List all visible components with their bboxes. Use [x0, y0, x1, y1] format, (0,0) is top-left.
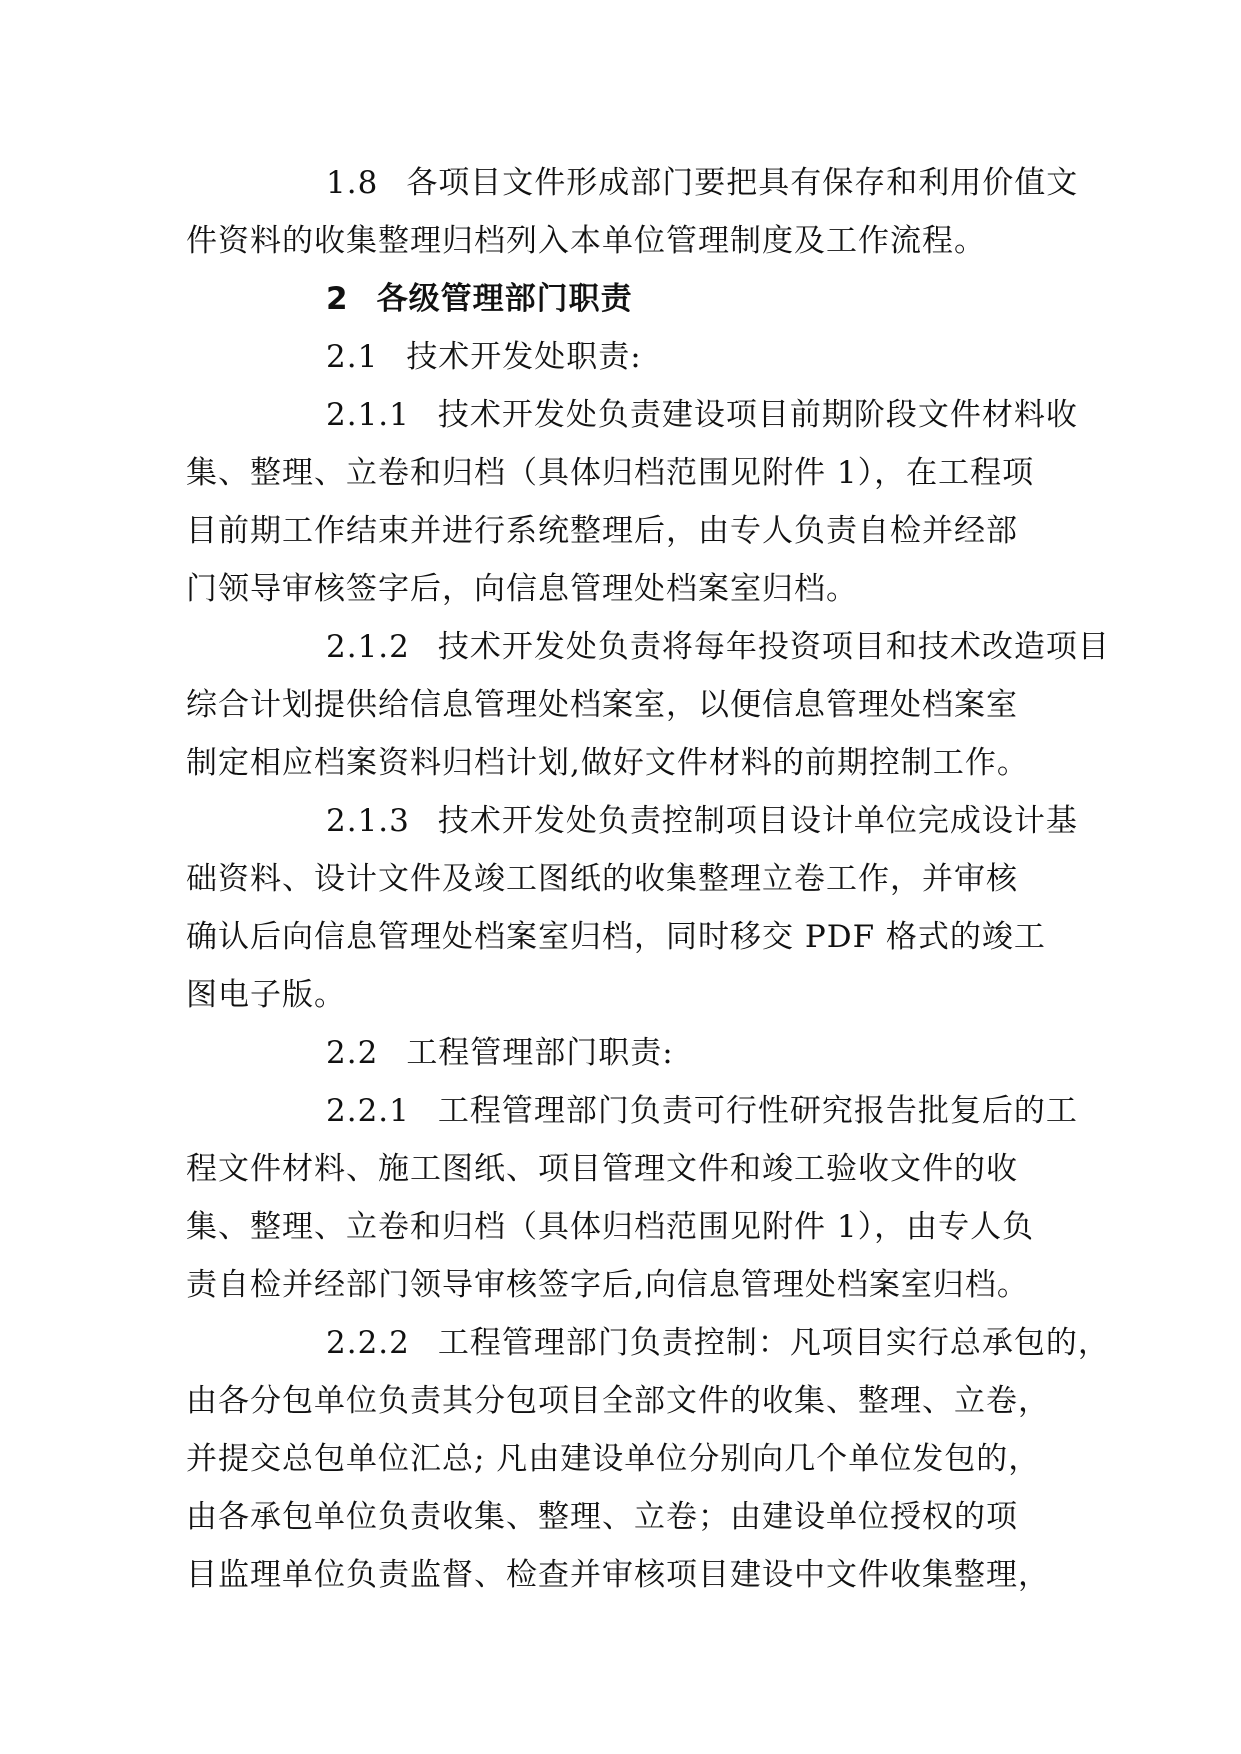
clause-paragraph [186, 618, 1110, 792]
line-text: 工程管理部门职责: [406, 1035, 674, 1071]
paragraph-line [186, 1488, 1056, 1546]
line-text: 并提交总包单位汇总; 凡由建设单位分别向几个单位发包的， [186, 1441, 1041, 1477]
clause-number: 2.1 [326, 339, 379, 375]
clause-number: 1.8 [326, 165, 379, 201]
section-heading [186, 270, 1056, 328]
clause-paragraph [186, 1314, 1110, 1604]
paragraph-line [186, 1082, 1078, 1140]
paragraph-line [186, 444, 1056, 502]
line-text: 目监理单位负责监督、检查并审核项目建设中文件收集整理， [186, 1557, 1050, 1593]
line-text: 图电子版。 [186, 977, 346, 1013]
paragraph-line [186, 212, 1056, 270]
clause-paragraph [186, 154, 1079, 270]
paragraph-line [186, 1546, 1056, 1604]
paragraph-line [186, 850, 1056, 908]
line-text: 各项目文件形成部门要把具有保存和利用价值文 [406, 165, 1079, 201]
paragraph-line [186, 1024, 1056, 1082]
line-text: 综合计划提供给信息管理处档案室，以便信息管理处档案室 [186, 687, 1018, 723]
paragraph-line [186, 1314, 1110, 1372]
paragraph-line [186, 908, 1056, 966]
line-text: 工程管理部门负责可行性研究报告批复后的工 [437, 1093, 1078, 1129]
paragraph-line [186, 966, 1056, 1024]
clause-number: 2.1.2 [326, 629, 410, 665]
line-text: 由各承包单位负责收集、整理、立卷；由建设单位授权的项 [186, 1499, 1018, 1535]
line-text: 集、整理、立卷和归档（具体归档范围见附件 1），在工程项 [186, 455, 1035, 491]
line-text: 各级管理部门职责 [376, 281, 633, 317]
clause-paragraph [186, 1082, 1078, 1314]
paragraph-line [186, 792, 1078, 850]
paragraph-line [256, 281, 633, 317]
paragraph-line [186, 1256, 1056, 1314]
line-text: 门领导审核签字后，向信息管理处档案室归档。 [186, 571, 858, 607]
clause-number: 2.1.1 [326, 397, 410, 433]
clause-number: 2 [326, 281, 349, 317]
paragraph-line [186, 502, 1056, 560]
clause-number: 2.2.1 [326, 1093, 410, 1129]
line-text: 集、整理、立卷和归档（具体归档范围见附件 1），由专人负 [186, 1209, 1035, 1245]
line-text: 目前期工作结束并进行系统整理后，由专人负责自检并经部 [186, 513, 1018, 549]
clause-paragraph [186, 386, 1078, 618]
line-text: 制定相应档案资料归档计划,做好文件材料的前期控制工作。 [186, 745, 1029, 781]
line-text: 技术开发处负责将每年投资项目和技术改造项目 [437, 629, 1110, 665]
paragraph-line [186, 618, 1110, 676]
paragraph-line [186, 386, 1078, 444]
line-text: 件资料的收集整理归档列入本单位管理制度及工作流程。 [186, 223, 986, 259]
clause-paragraph [186, 1024, 1056, 1082]
line-text: 技术开发处负责建设项目前期阶段文件材料收 [437, 397, 1078, 433]
line-text: 技术开发处职责: [406, 339, 642, 375]
paragraph-line [186, 1430, 1056, 1488]
line-text: 由各分包单位负责其分包项目全部文件的收集、整理、立卷， [186, 1383, 1050, 1419]
paragraph-line [186, 154, 1079, 212]
paragraph-line [186, 1140, 1056, 1198]
paragraph-line [186, 1372, 1056, 1430]
paragraph-line [186, 1198, 1056, 1256]
line-text: 工程管理部门负责控制：凡项目实行总承包的， [437, 1325, 1110, 1361]
line-text: 础资料、设计文件及竣工图纸的收集整理立卷工作，并审核 [186, 861, 1018, 897]
paragraph-line [186, 560, 1056, 618]
line-text: 程文件材料、施工图纸、项目管理文件和竣工验收文件的收 [186, 1151, 1018, 1187]
paragraph-line [186, 734, 1056, 792]
paragraph-line [186, 328, 1056, 386]
line-text: 责自检并经部门领导审核签字后,向信息管理处档案室归档。 [186, 1267, 1029, 1303]
document-body [186, 154, 1110, 1604]
clause-number: 2.2 [326, 1035, 379, 1071]
line-text: 技术开发处负责控制项目设计单位完成设计基 [437, 803, 1078, 839]
clause-paragraph [186, 792, 1078, 1024]
clause-number: 2.1.3 [326, 803, 410, 839]
paragraph-line [186, 676, 1056, 734]
line-text: 确认后向信息管理处档案室归档，同时移交 PDF 格式的竣工 [186, 919, 1046, 955]
clause-paragraph [186, 328, 1056, 386]
clause-number: 2.2.2 [326, 1325, 410, 1361]
